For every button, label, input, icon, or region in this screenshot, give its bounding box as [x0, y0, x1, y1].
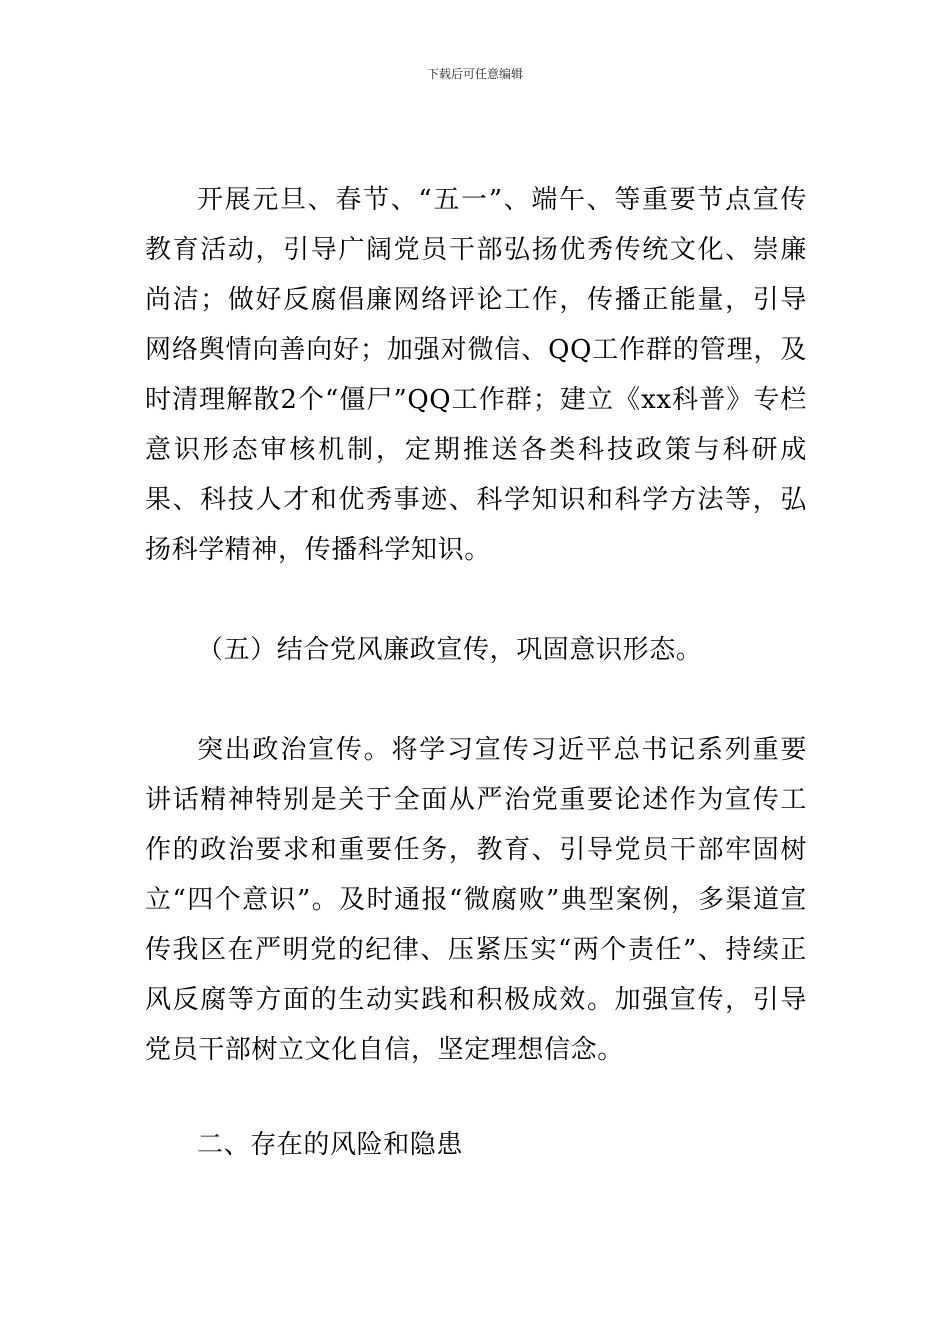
section-heading-risks: 二、存在的风险和隐患: [197, 1130, 464, 1160]
page-header: 下载后可任意编辑: [426, 67, 523, 81]
paragraph-publicity-activities: 开展元旦、春节、“五一”、端午、等重要节点宣传教育活动，引导广阔党员干部弘扬优秀传统文化、崇廉尚洁；做好反腐倡廉网络评论工作，传播正能量，引导网络舆情向善向好；加强对微信、QQ工作群的管理，及时清理解散2个“僵尸”QQ工作群；建立《xx科普》专栏意识形态审核机制，定期推送各类科技政策与科研成果、科技人才和优秀事迹、科学知识和科学方法等，弘扬科学精神，传播科学知识。: [145, 185, 807, 565]
section-heading-five: （五）结合党风廉政宣传，巩固意识形态。: [197, 635, 703, 665]
paragraph-political-publicity: 突出政治宣传。将学习宣传习近平总书记系列重要讲话精神特别是关于全面从严治党重要论述作为宣传工作的政治要求和重要任务，教育、引导党员干部牢固树立“四个意识”。及时通报“微腐败”典型案例，多渠道宣传我区在严明党的纪律、压紧压实“两个责任”、持续正风反腐等方面的生动实践和积极成效。加强宣传，引导党员干部树立文化自信，坚定理想信念。: [145, 735, 807, 1065]
